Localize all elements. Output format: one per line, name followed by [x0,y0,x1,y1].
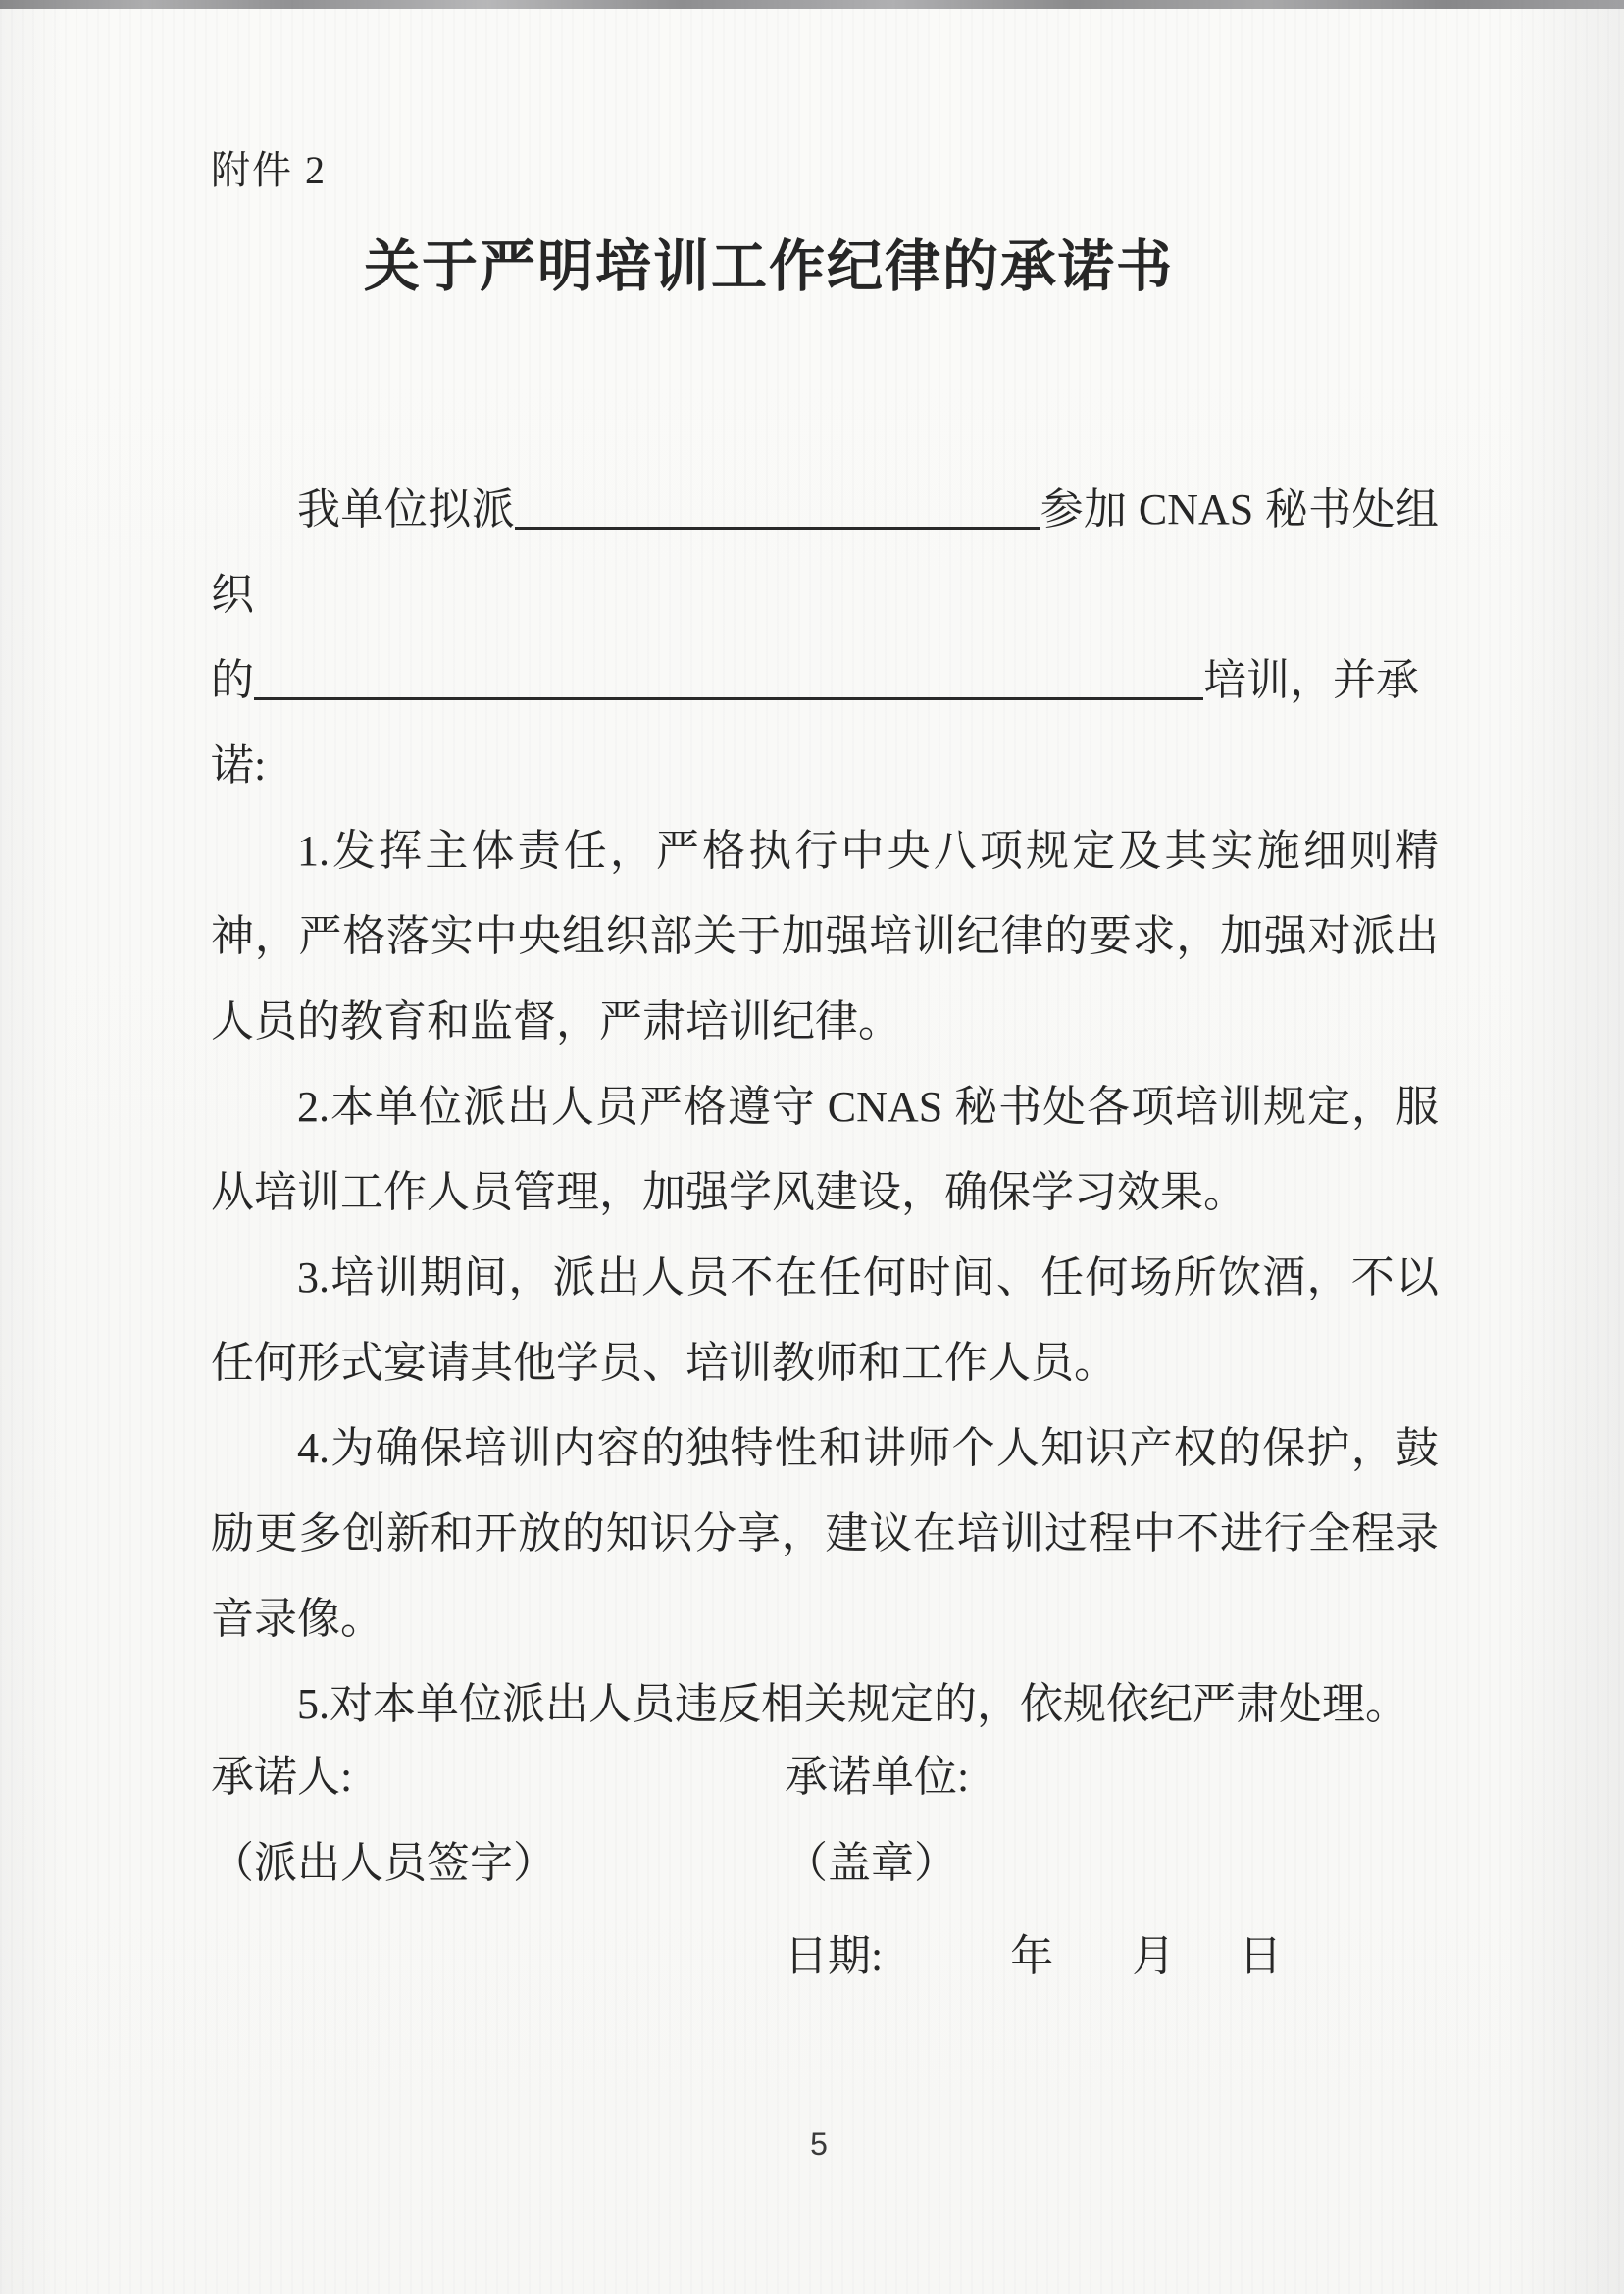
intro-paragraph [211,467,1439,808]
intro-line1-prefix: 我单位拟派 [297,485,516,534]
clause-3: 3.培训期间，派出人员不在任何时间、任何场所饮酒，不以任何形式宴请其他学员、培训教师和工作人员。 [211,1253,1439,1387]
fill-in-blank-person [515,527,1040,530]
scan-artifact-band [0,0,1624,9]
intro-line2-prefix: 的 [211,656,254,704]
promiser-label: 承诺人: [211,1753,353,1801]
clause-5: 5.对本单位派出人员违反相关规定的，依规依纪严肃处理。 [297,1680,1408,1728]
seal-note: （盖章） [785,1839,957,1887]
clause-1: 1.发挥主体责任，严格执行中央八项规定及其实施细则精神，严格落实中央组织部关于加强培训纪律的要求，加强对派出人员的教育和监督，严肃培训纪律。 [211,827,1439,1045]
date-row [785,1924,1282,1988]
date-unit-year: 年 [1010,1932,1054,1980]
promiser-signature-note: （派出人员签字） [211,1839,556,1887]
document-body [211,467,1439,1747]
clause-4: 4.为确保培训内容的独特性和讲师个人知识产权的保护，鼓励更多创新和开放的知识分享，建议在培训过程中不进行全程录音录像。 [211,1424,1439,1643]
page-number: 5 [810,2126,828,2162]
date-unit-month: 月 [1132,1932,1176,1980]
intro-line2-suffix: 培训，并承 [1203,656,1419,704]
intro-line1-suffix: 参加 CNAS 秘书处组织 [211,485,1440,619]
fill-in-blank-course [254,697,1203,700]
document-title: 关于严明培训工作纪律的承诺书 [364,236,1174,298]
date-unit-day: 日 [1239,1932,1283,1980]
signature-block [211,1745,1439,2059]
date-label: 日期: [785,1932,884,1980]
promising-unit-label: 承诺单位: [785,1753,970,1801]
intro-line3: 诺: [211,741,267,790]
attachment-label: 附件 2 [211,148,327,192]
clause-2: 2.本单位派出人员严格遵守 CNAS 秘书处各项培训规定，服从培训工作人员管理，加强学风建设，确保学习效果。 [211,1083,1439,1216]
